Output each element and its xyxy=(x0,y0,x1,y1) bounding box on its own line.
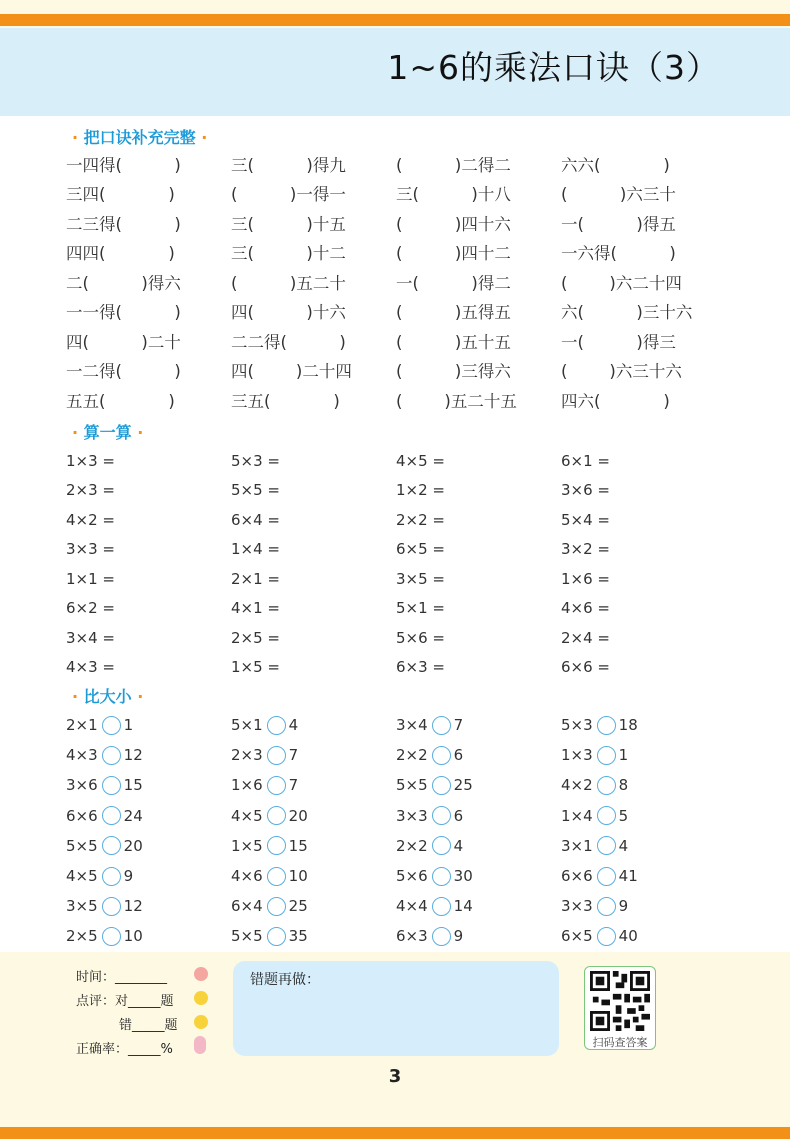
compare-answer-circle[interactable] xyxy=(597,897,616,916)
compare-answer-circle[interactable] xyxy=(267,927,286,946)
compare-answer-circle[interactable] xyxy=(267,897,286,916)
calc-row xyxy=(66,535,726,565)
koujue-item[interactable]: 三( )十五 xyxy=(231,214,346,234)
koujue-item[interactable]: ( )六三十六 xyxy=(561,362,682,382)
compare-item xyxy=(231,927,396,946)
calc-row xyxy=(66,653,726,683)
koujue-item[interactable]: 三( )得九 xyxy=(231,155,346,175)
qr-label: 扫码查答案 xyxy=(592,1036,648,1049)
calc-item[interactable]: 1×2 = xyxy=(396,481,445,500)
compare-left: 2×5 xyxy=(66,927,98,946)
compare-left: 6×4 xyxy=(231,897,263,916)
calc-item[interactable]: 1×4 = xyxy=(231,540,280,559)
compare-item xyxy=(561,897,726,916)
calc-item[interactable]: 2×4 = xyxy=(561,628,610,647)
compare-row xyxy=(66,831,726,861)
koujue-row xyxy=(66,297,726,327)
compare-left: 3×4 xyxy=(396,716,428,735)
compare-row xyxy=(66,861,726,891)
review-label: 点评：对_____题 xyxy=(76,994,174,1009)
calc-item[interactable]: 6×5 = xyxy=(396,540,445,559)
koujue-item[interactable]: ( )三得六 xyxy=(396,362,511,382)
compare-answer-circle[interactable] xyxy=(432,897,451,916)
compare-item xyxy=(66,776,231,795)
koujue-row xyxy=(66,385,726,415)
koujue-row xyxy=(66,208,726,238)
calc-item[interactable]: 2×3 = xyxy=(66,481,115,500)
section-title-koujue: · 把口诀补充完整 · xyxy=(72,128,208,147)
compare-left: 4×5 xyxy=(66,867,98,886)
compare-left: 6×6 xyxy=(561,867,593,886)
calc-row xyxy=(66,505,726,535)
compare-right: 9 xyxy=(123,867,134,886)
compare-row xyxy=(66,740,726,770)
compare-right: 8 xyxy=(618,776,629,795)
koujue-item[interactable]: ( )五二十 xyxy=(231,273,346,293)
koujue-item[interactable]: 二( )得六 xyxy=(66,273,181,293)
compare-right: 7 xyxy=(453,716,464,735)
koujue-item[interactable]: 四( )十六 xyxy=(231,303,346,323)
compare-item xyxy=(561,836,726,855)
calc-row xyxy=(66,594,726,624)
calc-item[interactable]: 4×5 = xyxy=(396,451,445,470)
compare-left: 5×1 xyxy=(231,716,263,735)
koujue-item[interactable]: 一四得( ) xyxy=(66,155,181,175)
compare-answer-circle[interactable] xyxy=(102,867,121,886)
koujue-row xyxy=(66,238,726,268)
compare-grid xyxy=(66,710,726,952)
compare-right: 15 xyxy=(288,836,308,855)
compare-item xyxy=(66,867,231,886)
compare-item xyxy=(66,716,231,735)
koujue-item[interactable]: 三五( ) xyxy=(231,391,340,411)
koujue-item[interactable]: ( )二得二 xyxy=(396,155,511,175)
calc-item[interactable]: 3×6 = xyxy=(561,481,610,500)
calc-item[interactable]: 5×5 = xyxy=(231,481,280,500)
compare-left: 4×6 xyxy=(231,867,263,886)
compare-right: 25 xyxy=(288,897,308,916)
compare-right: 9 xyxy=(453,927,464,946)
compare-answer-circle[interactable] xyxy=(267,867,286,886)
compare-right: 4 xyxy=(453,836,464,855)
compare-answer-circle[interactable] xyxy=(597,776,616,795)
compare-left: 1×4 xyxy=(561,806,593,825)
section-title-calc: · 算一算 · xyxy=(72,423,144,442)
compare-item xyxy=(66,746,231,765)
compare-left: 4×2 xyxy=(561,776,593,795)
calc-item[interactable]: 2×2 = xyxy=(396,510,445,529)
time-label: 时间：________ xyxy=(76,970,168,985)
calc-item[interactable]: 3×4 = xyxy=(66,628,115,647)
koujue-item[interactable]: ( )六二十四 xyxy=(561,273,682,293)
compare-left: 3×5 xyxy=(66,897,98,916)
compare-item xyxy=(66,806,231,825)
koujue-row xyxy=(66,356,726,386)
compare-item xyxy=(66,927,231,946)
compare-right: 30 xyxy=(453,867,473,886)
koujue-item[interactable]: 一( )得二 xyxy=(396,273,511,293)
koujue-item[interactable]: 一六得( ) xyxy=(561,244,676,264)
redo-box[interactable] xyxy=(233,961,559,1056)
compare-left: 5×3 xyxy=(561,716,593,735)
koujue-item[interactable]: ( )五得五 xyxy=(396,303,511,323)
compare-right: 4 xyxy=(618,836,629,855)
compare-item xyxy=(561,746,726,765)
page-number: 3 xyxy=(388,1066,402,1087)
compare-left: 5×5 xyxy=(396,776,428,795)
compare-right: 14 xyxy=(453,897,473,916)
compare-left: 2×1 xyxy=(66,716,98,735)
accuracy-label: 正确率：_____% xyxy=(76,1042,173,1057)
calc-item[interactable]: 3×2 = xyxy=(561,540,610,559)
koujue-row xyxy=(66,149,726,179)
compare-left: 2×2 xyxy=(396,746,428,765)
koujue-item[interactable]: ( )五二十五 xyxy=(396,391,517,411)
page-title: 1~6的乘法口诀（3） xyxy=(387,48,720,87)
compare-answer-circle[interactable] xyxy=(102,897,121,916)
calc-item[interactable]: 6×6 = xyxy=(561,658,610,677)
compare-item xyxy=(561,867,726,886)
koujue-item[interactable]: ( )四十六 xyxy=(396,214,511,234)
koujue-item[interactable]: 三( )十二 xyxy=(231,244,346,264)
calc-item[interactable]: 5×1 = xyxy=(396,599,445,618)
compare-answer-circle[interactable] xyxy=(102,776,121,795)
compare-left: 6×3 xyxy=(396,927,428,946)
koujue-item[interactable]: ( )五十五 xyxy=(396,332,511,352)
section-title-compare: · 比大小 · xyxy=(72,687,144,706)
compare-item xyxy=(396,927,561,946)
compare-row xyxy=(66,801,726,831)
redo-label: 错题再做： xyxy=(250,972,320,988)
calc-grid xyxy=(66,446,726,682)
compare-answer-circle[interactable] xyxy=(102,927,121,946)
compare-left: 3×3 xyxy=(396,806,428,825)
compare-left: 1×5 xyxy=(231,836,263,855)
compare-answer-circle[interactable] xyxy=(102,746,121,765)
calc-item[interactable]: 5×6 = xyxy=(396,628,445,647)
smile-icon xyxy=(194,991,208,1005)
compare-right: 7 xyxy=(288,776,299,795)
calc-item[interactable]: 6×2 = xyxy=(66,599,115,618)
compare-left: 2×3 xyxy=(231,746,263,765)
compare-answer-circle[interactable] xyxy=(267,806,286,825)
koujue-item[interactable]: 五五( ) xyxy=(66,391,175,411)
compare-right: 4 xyxy=(288,716,299,735)
compare-right: 12 xyxy=(123,897,143,916)
compare-answer-circle[interactable] xyxy=(597,836,616,855)
compare-item xyxy=(66,836,231,855)
calc-row xyxy=(66,623,726,653)
compare-answer-circle[interactable] xyxy=(102,836,121,855)
koujue-item[interactable]: ( )四十二 xyxy=(396,244,511,264)
calc-item[interactable]: 1×1 = xyxy=(66,569,115,588)
compare-right: 7 xyxy=(288,746,299,765)
worksheet-body xyxy=(0,116,790,952)
compare-answer-circle[interactable] xyxy=(432,776,451,795)
compare-answer-circle[interactable] xyxy=(597,867,616,886)
compare-item xyxy=(561,776,726,795)
compare-right: 5 xyxy=(618,806,629,825)
calc-item[interactable]: 4×1 = xyxy=(231,599,280,618)
compare-left: 3×3 xyxy=(561,897,593,916)
compare-answer-circle[interactable] xyxy=(597,927,616,946)
compare-item xyxy=(561,927,726,946)
compare-right: 35 xyxy=(288,927,308,946)
compare-left: 4×4 xyxy=(396,897,428,916)
compare-answer-circle[interactable] xyxy=(432,806,451,825)
calc-item[interactable]: 2×1 = xyxy=(231,569,280,588)
koujue-grid xyxy=(66,149,726,415)
compare-right: 20 xyxy=(288,806,308,825)
calc-item[interactable]: 6×4 = xyxy=(231,510,280,529)
compare-item xyxy=(396,716,561,735)
compare-item xyxy=(561,716,726,735)
koujue-item[interactable]: 四( )二十四 xyxy=(231,362,352,382)
koujue-item[interactable]: 一一得( ) xyxy=(66,303,181,323)
koujue-row xyxy=(66,267,726,297)
koujue-item[interactable]: 六( )三十六 xyxy=(561,303,693,323)
calc-item[interactable]: 1×6 = xyxy=(561,569,610,588)
wrong-label: 错_____题 xyxy=(119,1018,178,1033)
footer-panel xyxy=(0,952,790,1127)
compare-right: 20 xyxy=(123,836,143,855)
bottom-orange-bar xyxy=(0,1127,790,1139)
compare-left: 6×6 xyxy=(66,806,98,825)
compare-left: 2×2 xyxy=(396,836,428,855)
calc-item[interactable]: 1×5 = xyxy=(231,658,280,677)
compare-right: 6 xyxy=(453,746,464,765)
calc-item[interactable]: 4×6 = xyxy=(561,599,610,618)
compare-left: 3×1 xyxy=(561,836,593,855)
top-orange-bar xyxy=(0,14,790,26)
calc-item[interactable]: 4×3 = xyxy=(66,658,115,677)
compare-item xyxy=(396,776,561,795)
koujue-item[interactable]: 四六( ) xyxy=(561,391,670,411)
calc-item[interactable]: 1×3 = xyxy=(66,451,115,470)
compare-row xyxy=(66,921,726,951)
calc-row xyxy=(66,446,726,476)
koujue-item[interactable]: 一( )得三 xyxy=(561,332,676,352)
compare-right: 15 xyxy=(123,776,143,795)
compare-left: 4×3 xyxy=(66,746,98,765)
compare-row xyxy=(66,710,726,740)
compare-item xyxy=(396,746,561,765)
compare-answer-circle[interactable] xyxy=(267,746,286,765)
calc-row xyxy=(66,564,726,594)
compare-right: 24 xyxy=(123,806,143,825)
koujue-item[interactable]: 三( )十八 xyxy=(396,185,511,205)
compare-right: 25 xyxy=(453,776,473,795)
sad-icon xyxy=(194,1015,208,1029)
calc-item[interactable]: 6×3 = xyxy=(396,658,445,677)
calc-item[interactable]: 3×5 = xyxy=(396,569,445,588)
koujue-item[interactable]: 二二得( ) xyxy=(231,332,346,352)
compare-item xyxy=(231,867,396,886)
compare-answer-circle[interactable] xyxy=(432,716,451,735)
compare-answer-circle[interactable] xyxy=(432,836,451,855)
koujue-item[interactable]: 一二得( ) xyxy=(66,362,181,382)
compare-right: 1 xyxy=(123,716,134,735)
calc-item[interactable]: 3×3 = xyxy=(66,540,115,559)
compare-item xyxy=(561,806,726,825)
koujue-row xyxy=(66,326,726,356)
calc-row xyxy=(66,476,726,506)
compare-item xyxy=(396,867,561,886)
compare-left: 6×5 xyxy=(561,927,593,946)
koujue-item[interactable]: 二三得( ) xyxy=(66,214,181,234)
compare-left: 5×6 xyxy=(396,867,428,886)
compare-answer-circle[interactable] xyxy=(597,806,616,825)
compare-right: 12 xyxy=(123,746,143,765)
calc-item[interactable]: 5×3 = xyxy=(231,451,280,470)
pig-icon xyxy=(194,967,208,981)
compare-right: 40 xyxy=(618,927,638,946)
koujue-item[interactable]: 四( )二十 xyxy=(66,332,181,352)
compare-answer-circle[interactable] xyxy=(267,716,286,735)
compare-answer-circle[interactable] xyxy=(597,746,616,765)
compare-item xyxy=(231,716,396,735)
qr-code-icon xyxy=(590,971,650,1031)
compare-item xyxy=(396,806,561,825)
compare-item xyxy=(231,776,396,795)
compare-right: 6 xyxy=(453,806,464,825)
calc-item[interactable]: 2×5 = xyxy=(231,628,280,647)
compare-left: 1×3 xyxy=(561,746,593,765)
qr-card[interactable] xyxy=(584,966,656,1050)
compare-answer-circle[interactable] xyxy=(597,716,616,735)
compare-answer-circle[interactable] xyxy=(267,776,286,795)
compare-item xyxy=(396,897,561,916)
compare-answer-circle[interactable] xyxy=(267,836,286,855)
compare-item xyxy=(231,836,396,855)
koujue-item[interactable]: 一( )得五 xyxy=(561,214,676,234)
koujue-item[interactable]: ( )六三十 xyxy=(561,185,676,205)
compare-right: 18 xyxy=(618,716,638,735)
compare-right: 10 xyxy=(123,927,143,946)
koujue-item[interactable]: 三四( ) xyxy=(66,185,175,205)
koujue-item[interactable]: ( )一得一 xyxy=(231,185,346,205)
compare-item xyxy=(231,806,396,825)
compare-item xyxy=(231,897,396,916)
compare-answer-circle[interactable] xyxy=(102,806,121,825)
compare-left: 4×5 xyxy=(231,806,263,825)
koujue-item[interactable]: 六六( ) xyxy=(561,155,670,175)
rabbit-icon xyxy=(194,1036,206,1054)
compare-row xyxy=(66,770,726,800)
compare-right: 1 xyxy=(618,746,629,765)
compare-item xyxy=(66,897,231,916)
calc-item[interactable]: 5×4 = xyxy=(561,510,610,529)
compare-answer-circle[interactable] xyxy=(102,716,121,735)
compare-left: 1×6 xyxy=(231,776,263,795)
compare-answer-circle[interactable] xyxy=(432,867,451,886)
calc-item[interactable]: 4×2 = xyxy=(66,510,115,529)
compare-item xyxy=(231,746,396,765)
compare-right: 10 xyxy=(288,867,308,886)
compare-left: 3×6 xyxy=(66,776,98,795)
calc-item[interactable]: 6×1 = xyxy=(561,451,610,470)
compare-right: 9 xyxy=(618,897,629,916)
koujue-row xyxy=(66,179,726,209)
compare-left: 5×5 xyxy=(66,836,98,855)
compare-answer-circle[interactable] xyxy=(432,746,451,765)
compare-left: 5×5 xyxy=(231,927,263,946)
compare-answer-circle[interactable] xyxy=(432,927,451,946)
koujue-item[interactable]: 四四( ) xyxy=(66,244,175,264)
compare-right: 41 xyxy=(618,867,638,886)
compare-item xyxy=(396,836,561,855)
compare-row xyxy=(66,891,726,921)
